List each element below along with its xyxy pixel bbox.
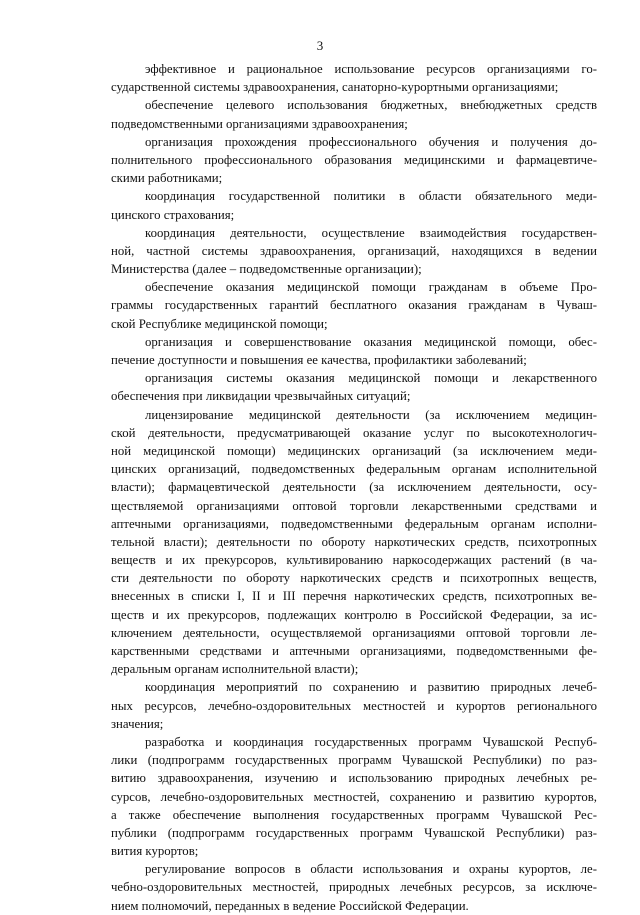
text-line: граммы государственных гарантий бесплатного оказания гражданам в Чуваш- xyxy=(111,298,597,313)
text-line: ществляемой организациями оптовой торговли лекарственными средствами и xyxy=(111,498,597,513)
paragraph xyxy=(111,133,597,188)
text-line: витию здравоохранения, изучению и использованию природных лечебных ре- xyxy=(111,771,597,786)
text-line: публики (подпрограмм государственных программ Чувашской Республики) раз- xyxy=(111,825,597,840)
text-line: обеспечения при ликвидации чрезвычайных ситуаций; xyxy=(111,389,411,404)
paragraph xyxy=(111,60,597,96)
text-line: координация государственной политики в области обязательного меди- xyxy=(145,189,597,204)
text-line: лицензирование медицинской деятельности (за исключением медицин- xyxy=(145,407,597,422)
paragraph xyxy=(111,406,597,679)
text-line: эффективное и рациональное использование ресурсов организациями го- xyxy=(145,62,597,76)
text-line: ключением деятельности, осуществляемой организациями оптовой торговли ле- xyxy=(111,625,597,640)
text-line: полнительного профессионального образования медицинскими и фармацевтиче- xyxy=(111,152,597,167)
paragraph xyxy=(111,333,597,369)
text-line: чебно-оздоровительных местностей, природных лечебных ресурсов, за исключе- xyxy=(111,880,597,895)
text-line: сударственной системы здравоохранения, санаторно-курортными организациями; xyxy=(111,80,559,95)
text-line: сурсов, лечебно-оздоровительных местностей, сохранению и развитию курортов, xyxy=(111,789,597,804)
text-line: ной, частной системы здравоохранения, организаций, находящихся в ведении xyxy=(111,243,597,258)
text-line: сти деятельности по обороту наркотических средств и психотропных веществ, xyxy=(111,571,597,586)
paragraph xyxy=(111,96,597,132)
text-line: организация системы оказания медицинской помощи и лекарственного xyxy=(145,371,597,386)
text-line: обеспечение оказания медицинской помощи гражданам в объеме Про- xyxy=(145,280,597,295)
text-line: веществ и их прекурсоров, культивированию наркосодержащих растений (в ча- xyxy=(111,553,597,568)
text-line: внесенных в списки I, II и III перечня наркотических средств, психотропных ве- xyxy=(111,589,597,604)
text-line: тельной власти); деятельности по обороту наркотических средств, психотропных xyxy=(111,534,597,549)
paragraph xyxy=(111,187,597,223)
text-line: Министерства (далее – подведомственные организации); xyxy=(111,262,422,277)
text-line: печение доступности и повышения ее качества, профилактики заболеваний; xyxy=(111,353,527,367)
text-line: а также обеспечение выполнения государственных программ Чувашской Рес- xyxy=(111,807,597,822)
text-line: организация прохождения профессионального обучения и получения до- xyxy=(145,134,597,149)
text-line: ных ресурсов, лечебно-оздоровительных местностей и курортов регионального xyxy=(111,698,597,713)
text-line: цинских организаций, подведомственных федеральным органам исполнительной xyxy=(111,462,597,477)
text-line: ской Республике медицинской помощи; xyxy=(111,316,328,331)
page-number: 3 xyxy=(316,38,324,53)
text-line: координация мероприятий по сохранению и развитию природных лечеб- xyxy=(145,680,597,695)
text-line: ной медицинской помощи) медицинских организаций (за исключением меди- xyxy=(111,443,597,458)
text-line: обеспечение целевого использования бюджетных, внебюджетных средств xyxy=(145,98,597,113)
text-line: ществ и их прекурсоров, подлежащих контролю в Российской Федерации, за ис- xyxy=(111,607,597,622)
paragraph xyxy=(111,369,597,405)
text-line: деральным органам исполнительной власти); xyxy=(111,662,359,677)
text-line: координация деятельности, осуществление взаимодействия государствен- xyxy=(145,225,597,240)
text-line: нием полномочий, переданных в ведение Российской Федерации. xyxy=(111,898,469,913)
document-body xyxy=(111,60,597,915)
text-line: регулирование вопросов в области использования и охраны курортов, ле- xyxy=(145,862,597,877)
text-line: карственными средствами и аптечными организациями, подведомственными фе- xyxy=(111,644,597,658)
text-line: вития курортов; xyxy=(111,844,199,859)
text-line: скими работниками; xyxy=(111,171,223,186)
paragraph xyxy=(111,678,597,733)
text-line: разработка и координация государственных программ Чувашской Респуб- xyxy=(145,734,597,749)
paragraph xyxy=(111,733,597,860)
text-line: организация и совершенствование оказания медицинской помощи, обес- xyxy=(145,334,597,349)
text-line: власти); фармацевтической деятельности (за исключением деятельности, осу- xyxy=(111,480,597,495)
paragraph xyxy=(111,860,597,915)
text-line: подведомственными организациями здравоохранения; xyxy=(111,116,408,131)
text-line: аптечными организациями, подведомственными федеральным органам исполни- xyxy=(111,516,597,531)
text-line: значения; xyxy=(111,716,164,731)
paragraph xyxy=(111,224,597,279)
text-line: цинского страхования; xyxy=(111,207,235,222)
paragraph xyxy=(111,278,597,333)
text-line: ской деятельности, предусматривающей оказание услуг по высокотехнологич- xyxy=(111,425,597,440)
text-line: лики (подпрограмм государственных программ Чувашской Республики) по раз- xyxy=(111,753,597,768)
